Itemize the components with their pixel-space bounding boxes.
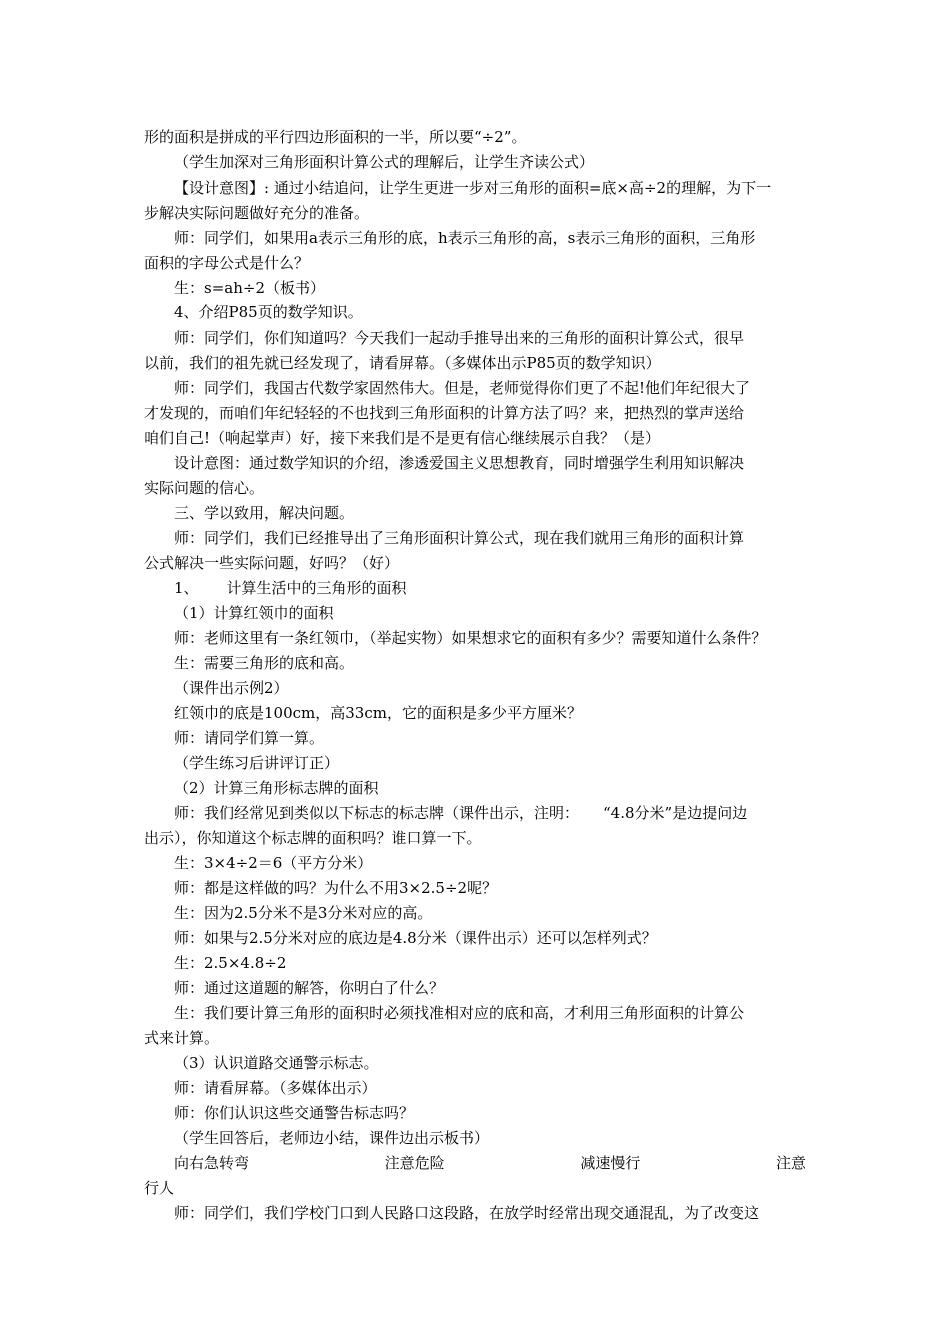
text-line: 师：请看屏幕。（多媒体出示）: [174, 1079, 377, 1097]
text-line: （学生练习后讲评订正）: [174, 754, 340, 772]
text-line: 师：都是这样做的吗？为什么不用3×2.5÷2呢？: [174, 879, 498, 897]
text-line: （学生加深对三角形面积计算公式的理解后，让学生齐读公式）: [174, 153, 595, 171]
subsection-heading: （3）认识道路交通警示标志。: [174, 1054, 379, 1072]
text-line: 设计意图：通过数学知识的介绍，渗透爱国主义思想教育，同时增强学生利用知识解决: [174, 454, 745, 472]
subsection-heading: （1）计算红领巾的面积: [174, 604, 334, 622]
text-line: 师：同学们，我国古代数学家固然伟大。但是，老师觉得你们更了不起!他们年纪很大了: [174, 379, 751, 397]
text-line: 师：请同学们算一算。: [174, 729, 325, 747]
section-heading: 4、介绍P85页的数学知识。: [174, 303, 363, 321]
text-line: 师：老师这里有一条红领巾，（举起实物）如果想求它的面积有多少？需要知道什么条件？: [174, 629, 767, 647]
text-line: 生：需要三角形的底和高。: [174, 654, 355, 672]
sign-name: 注意危险: [384, 1154, 445, 1172]
text-line: （学生回答后，老师边小结，课件边出示板书）: [174, 1129, 490, 1147]
text-line: 生：s=ah÷2（板书）: [174, 279, 325, 297]
text-line: 红领巾的底是100cm，高33cm，它的面积是多少平方厘米？: [174, 704, 582, 722]
text-line: 实际问题的信心。: [144, 479, 265, 497]
text-line: 生：3×4÷2＝6（平方分米）: [174, 854, 373, 872]
section-heading: 三、学以致用，解决问题。: [174, 504, 355, 522]
text-line: 【设计意图】: 通过小结追问，让学生更进一步对三角形的面积=底×高÷2的理解，为下一: [174, 179, 772, 197]
text-line: 师：同学们，你们知道吗？今天我们一起动手推导出来的三角形的面积计算公式，很早: [174, 329, 745, 347]
text-line: 公式解决一些实际问题，好吗？（好）: [144, 554, 400, 572]
list-number: 1、: [174, 579, 199, 597]
text-line: 师：你们认识这些交通警告标志吗？: [174, 1104, 415, 1122]
text-line: （课件出示例2）: [174, 679, 289, 697]
text-line: 师：同学们，我们已经推导出了三角形面积计算公式，现在我们就用三角形的面积计算: [174, 529, 745, 547]
text-line: 出示），你知道这个标志牌的面积吗？谁口算一下。: [144, 829, 482, 847]
text-line: 师：如果与2.5分米对应的底边是4.8分米（课件出示）还可以怎样列式？: [174, 929, 657, 947]
text-line: 生：2.5×4.8÷2: [174, 954, 287, 972]
text-line: 咱们自己!（响起掌声）好，接下来我们是不是更有信心继续展示自我？（是）: [144, 429, 661, 447]
text-line: 师：同学们，如果用a表示三角形的底，h表示三角形的高，s表示三角形的面积，三角形: [174, 229, 756, 247]
text-line: 生：因为2.5分米不是3分米对应的高。: [174, 904, 433, 922]
list-item-1: [174, 578, 407, 598]
text-line: 以前，我们的祖先就已经发现了，请看屏幕。（多媒体出示P85页的数学知识）: [144, 354, 661, 372]
text-line: 行人: [144, 1179, 175, 1197]
text-line: 师：同学们，我们学校门口到人民路口这段路，在放学时经常出现交通混乱，为了改变这: [174, 1204, 760, 1222]
text-line: 面积的字母公式是什么？: [144, 254, 310, 272]
text-segment: 师：我们经常见到类似以下标志的标志牌（课件出示，注明：: [174, 804, 580, 822]
sign-name: 向右急转弯: [174, 1154, 250, 1172]
sign-names-row: [174, 1153, 806, 1173]
text-line: 才发现的，而咱们年纪轻轻的不也找到三角形面积的计算方法了吗？来，把热烈的掌声送给: [144, 404, 745, 422]
text-line: 式来计算。: [144, 1029, 220, 1047]
sign-name: 减速慢行: [580, 1154, 641, 1172]
text-line: 师：通过这道题的解答，你明白了什么？: [174, 979, 445, 997]
text-line: 步解决实际问题做好充分的准备。: [144, 204, 370, 222]
text-segment: “4.8分米”是边提问边: [603, 804, 748, 822]
sign-name: 注意: [775, 1154, 806, 1172]
list-item-text: 计算生活中的三角形的面积: [226, 579, 407, 597]
text-line: 形的面积是拼成的平行四边形面积的一半，所以要“÷2”。: [144, 128, 527, 146]
text-line: [174, 803, 747, 823]
subsection-heading: （2）计算三角形标志牌的面积: [174, 779, 379, 797]
text-line: 生：我们要计算三角形的面积时必须找准相对应的底和高，才利用三角形面积的计算公: [174, 1004, 745, 1022]
